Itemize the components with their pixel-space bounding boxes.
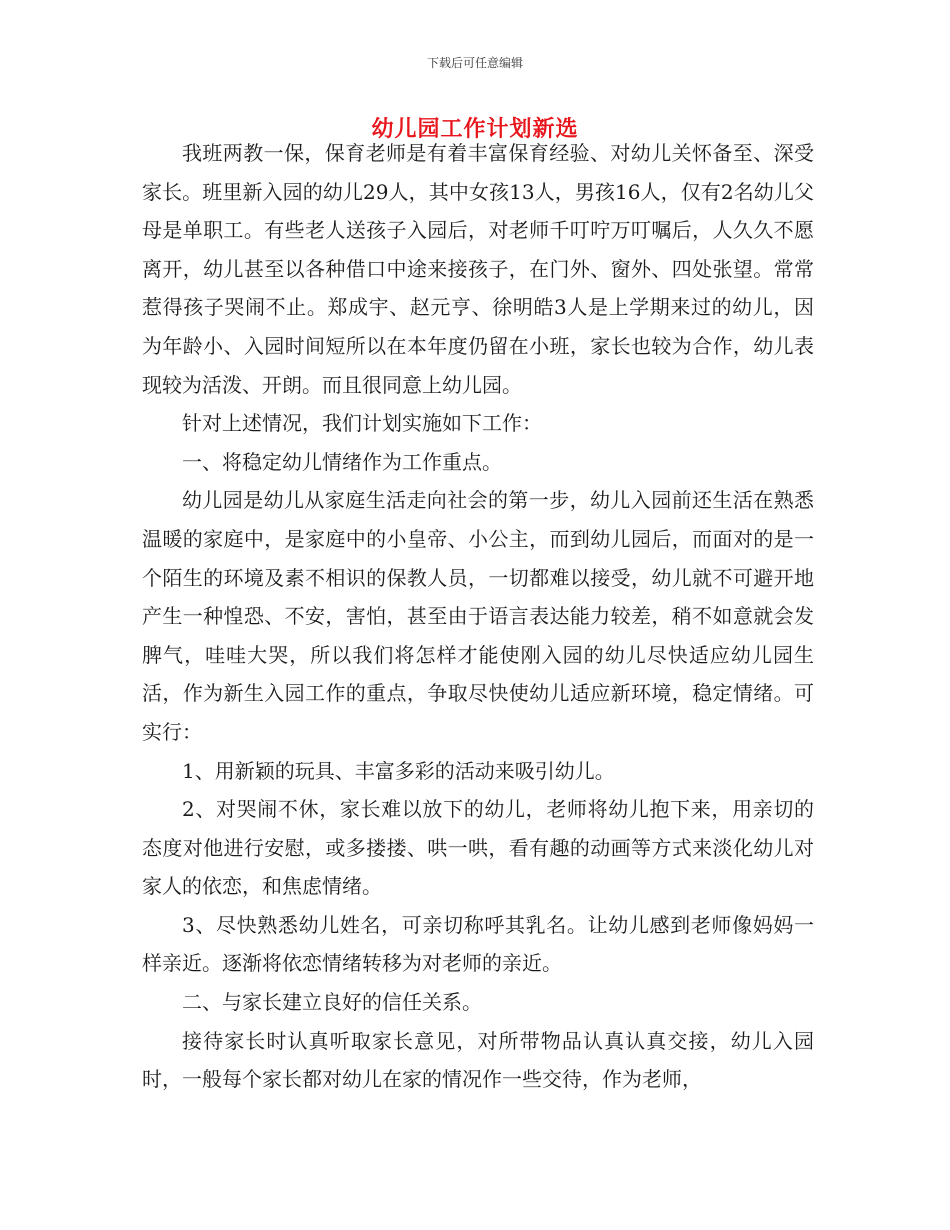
list-item: 3、尽快熟悉幼儿姓名，可亲切称呼其乳名。让幼儿感到老师像妈妈一样亲近。逐渐将依恋情绪转移为对老师的亲近。 — [142, 912, 814, 976]
document-body — [142, 134, 814, 1099]
paragraph: 幼儿园是幼儿从家庭生活走向社会的第一步，幼儿入园前还生活在熟悉温暖的家庭中，是家庭中的小皇帝、小公主，而到幼儿园后，而面对的是一个陌生的环境及素不相识的保教人员，一切都难以接受，幼儿就不可避开地产生一种惶恐、不安，害怕，甚至由于语言表达能力较差，稍不如意就会发脾气，哇哇大哭，所以我们将怎样才能使刚入园的幼儿尽快适应幼儿园生活，作为新生入园工作的重点，争取尽快使幼儿适应新环境，稳定情绪。可实行： — [142, 488, 814, 744]
section-heading: 二、与家长建立良好的信任关系。 — [182, 990, 482, 1015]
list-item: 1、用新颖的玩具、丰富多彩的活动来吸引幼儿。 — [182, 758, 615, 783]
paragraph: 针对上述情况，我们计划实施如下工作： — [182, 411, 542, 436]
document-title: 幼儿园工作计划新选 — [371, 117, 579, 142]
paragraph: 接待家长时认真听取家长意见，对所带物品认真认真交接，幼儿入园时，一般每个家长都对幼儿在家的情况作一些交待，作为老师， — [142, 1028, 814, 1092]
section-heading: 一、将稳定幼儿情绪作为工作重点。 — [182, 449, 502, 474]
header-note: 下载后可任意编辑 — [426, 56, 523, 70]
list-item: 2、对哭闹不休，家长难以放下的幼儿，老师将幼儿抱下来，用亲切的态度对他进行安慰，或多搂搂、哄一哄，看有趣的动画等方式来淡化幼儿对家人的依恋，和焦虑情绪。 — [142, 797, 814, 899]
paragraph: 我班两教一保，保育老师是有着丰富保育经验、对幼儿关怀备至、深受家长。班里新入园的幼儿29人，其中女孩13人，男孩16人，仅有2名幼儿父母是单职工。有些老人送孩子入园后，对老师千叮咛万叮嘱后，人久久不愿离开，幼儿甚至以各种借口中途来接孩子，在门外、窗外、四处张望。常常惹得孩子哭闹不止。郑成宇、赵元亨、徐明皓3人是上学期来过的幼儿，因为年龄小、入园时间短所以在本年度仍留在小班，家长也较为合作，幼儿表现较为活泼、开朗。而且很同意上幼儿园。 — [142, 141, 814, 397]
